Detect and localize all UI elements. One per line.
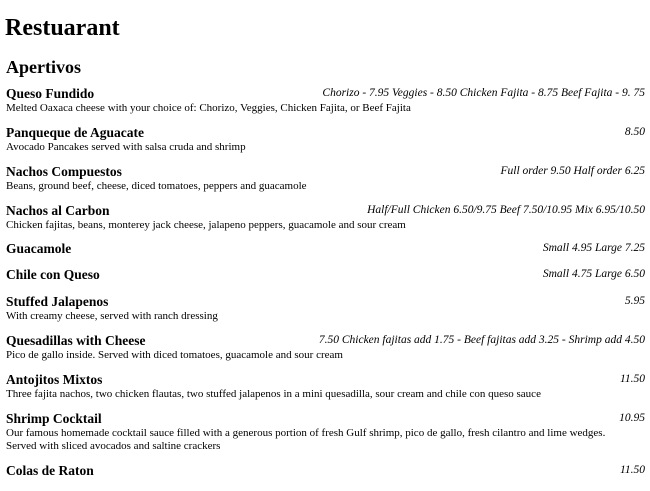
item-price: 11.50 — [619, 373, 645, 385]
menu-item — [6, 85, 645, 115]
item-price: Full order 9.50 Half order 6.25 — [500, 165, 645, 177]
item-description: Three fajita nachos, two chicken flautas, two stuffed jalapenos in a mini quesadilla, sour cream and chile con queso sauce — [6, 388, 541, 400]
item-name: Colas de Raton — [6, 463, 94, 478]
item-price: 8.50 — [624, 126, 645, 138]
item-description: Pico de gallo inside. Served with diced tomatoes, guacamole and sour cream — [6, 349, 343, 361]
restaurant-title: Restuarant — [5, 15, 120, 41]
menu-item — [6, 293, 645, 323]
item-name: Shrimp Cocktail — [6, 411, 102, 426]
item-price: 10.95 — [619, 412, 645, 424]
item-description: Avocado Pancakes served with salsa cruda and shrimp — [6, 141, 246, 153]
menu-item — [6, 332, 645, 362]
item-description: With creamy cheese, served with ranch dressing — [6, 310, 218, 322]
menu-item — [6, 462, 645, 479]
item-description: Our famous homemade cocktail sauce filled with a generous portion of fresh Gulf shrimp, pico de gallo, fresh cilantro and lime wedges. — [6, 427, 606, 439]
item-description: Chicken fajitas, beans, monterey jack cheese, jalapeno peppers, guacamole and sour cream — [6, 219, 406, 231]
menu-item — [6, 202, 645, 232]
item-name: Stuffed Jalapenos — [6, 294, 109, 309]
item-name: Panqueque de Aguacate — [6, 125, 145, 140]
item-price: Small 4.95 Large 7.25 — [542, 242, 645, 254]
item-name: Chile con Queso — [6, 267, 100, 282]
item-description: Melted Oaxaca cheese with your choice of: Chorizo, Veggies, Chicken Fajita, or Beef Fajita — [6, 102, 411, 114]
menu-item — [6, 371, 645, 401]
section-title: Apertivos — [6, 57, 81, 77]
menu-item — [6, 240, 645, 257]
menu-item — [6, 124, 645, 154]
item-name: Nachos Compuestos — [6, 164, 122, 179]
item-description: Beans, ground beef, cheese, diced tomatoes, peppers and guacamole — [6, 180, 307, 192]
menu-item — [6, 163, 645, 193]
item-price: 7.50 Chicken fajitas add 1.75 - Beef fajitas add 3.25 - Shrimp add 4.50 — [318, 334, 645, 346]
item-price: 5.95 — [624, 295, 645, 307]
item-price: Half/Full Chicken 6.50/9.75 Beef 7.50/10.95 Mix 6.95/10.50 — [367, 204, 645, 216]
item-price: Small 4.75 Large 6.50 — [542, 268, 645, 280]
menu-item — [6, 410, 645, 453]
item-price: 11.50 — [619, 464, 645, 476]
item-name: Antojitos Mixtos — [6, 372, 103, 387]
item-name: Quesadillas with Cheese — [6, 333, 146, 348]
menu-item — [6, 266, 645, 283]
item-description: Served with sliced avocados and saltine crackers — [6, 440, 221, 452]
item-name: Nachos al Carbon — [6, 203, 110, 218]
item-name: Queso Fundido — [6, 86, 95, 101]
item-price: Chorizo - 7.95 Veggies - 8.50 Chicken Fajita - 8.75 Beef Fajita - 9. 75 — [322, 87, 645, 99]
item-name: Guacamole — [6, 241, 72, 256]
